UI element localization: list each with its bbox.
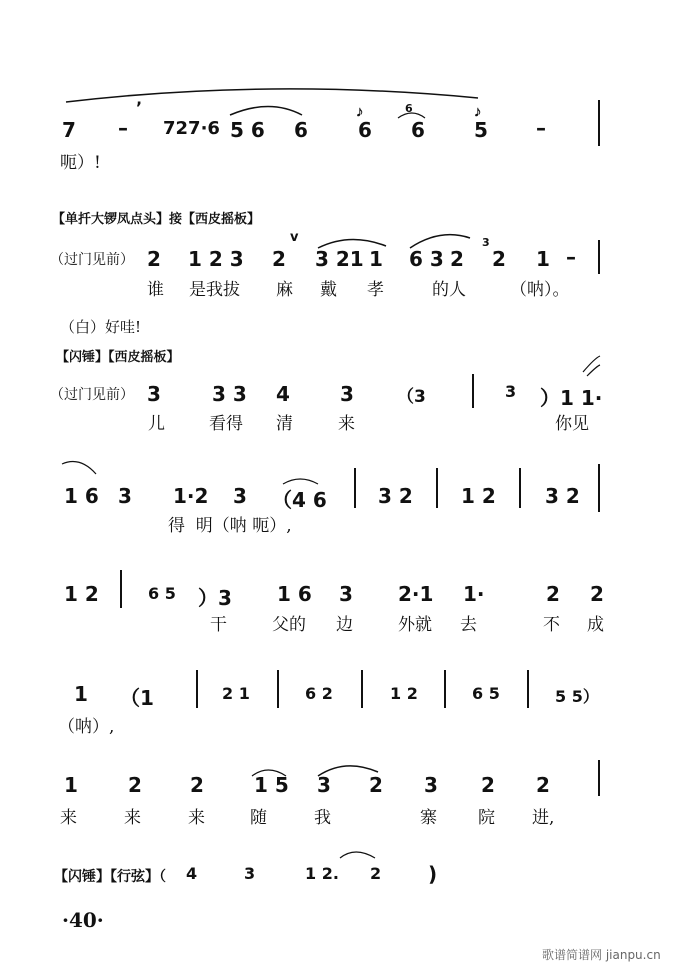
lyric: 院 [478,808,495,828]
lyric: 得 明（呐 呃）, [168,516,292,536]
lyric: 戴 [320,280,337,300]
barline [598,760,600,796]
note-group: 2·1 [398,582,434,606]
lyric: 来 [60,808,77,828]
note: 2 [546,582,560,606]
spoken-line: （白）好哇! [60,318,142,336]
note-group: （4 6 [272,488,327,512]
note-group: 1 2 [461,484,496,508]
grace-note: 3 [482,236,490,249]
lyric: 孝 [367,280,384,300]
barline [120,570,122,608]
note-group: 5 5） [555,687,599,706]
lyric: 进, [532,808,555,828]
note: 3 [505,382,517,401]
lyric: 呃）! [60,153,101,173]
note: 2 [450,247,464,271]
lyric: 父的 [272,615,306,635]
note: 1 [64,773,78,797]
note: ）3 [198,586,232,610]
note-group: 6 3 [409,247,444,271]
note-group: 3 2 [545,484,580,508]
note-group: 6 5 [148,584,176,603]
prefix-label: （过门见前） [50,252,134,268]
note-group: 1 2. [305,864,339,883]
barline [598,240,600,274]
note: （1 [120,686,154,710]
lyric: 随 [250,808,267,828]
note: 2 [147,247,161,271]
note: 1 [369,247,383,271]
accent-mark: v [290,230,299,245]
note: 1 [74,682,88,706]
lyric: 麻 [276,280,293,300]
note: 3 [317,773,331,797]
note-group: 1 6 [277,582,312,606]
lyric: 来 [338,414,355,434]
lyric: 是我拔 [189,280,240,300]
section-header: 【单扦大锣凤点头】接【西皮摇板】 [52,212,261,227]
grace-note: 6 [405,102,413,115]
note-group: 1 2 [390,684,418,703]
ornament-mark: 𝆕 [357,101,363,120]
lyric: 你见 [555,414,589,434]
note-group: 2 1 [222,684,250,703]
lyric: 外就 [398,615,432,635]
prefix-label: （过门见前） [50,387,134,403]
note-group: 3 2 [378,484,413,508]
note: 4 [276,382,290,406]
note: 3 [233,484,247,508]
note: 6 [358,118,372,142]
note-group: 1 6 [64,484,99,508]
note: 2 [128,773,142,797]
breath-mark: ’ [136,98,143,117]
page-number: ·40· [62,908,104,932]
note-group: 6 2 [305,684,333,703]
note: 2 [590,582,604,606]
note: 2 [369,773,383,797]
note: 4 [186,864,198,883]
lyric: 我 [314,808,331,828]
note: 3 [424,773,438,797]
note: 2 [481,773,495,797]
note: 2 [370,864,382,883]
barline [472,374,474,408]
note-group: 1 5 [254,773,289,797]
watermark: 歌谱简谱网 jianpu.cn [542,948,661,962]
bracket: ) [428,862,438,886]
note: 6 [294,118,308,142]
note-group: 3 21 [315,247,364,271]
section-header: 【闪锤】【西皮摇板】 [56,350,180,365]
lyric: （呐）, [58,717,115,737]
barline [444,670,446,708]
note: 3 [339,582,353,606]
note: （3 [397,387,426,407]
lyric: 干 [210,615,227,635]
barline [527,670,529,708]
barline [196,670,198,708]
note-group: 727·6 [163,118,220,139]
barline [354,468,356,508]
lyric: 来 [124,808,141,828]
lyric: 看得 [209,414,243,434]
lyric: 成 [587,615,604,635]
barline [361,670,363,708]
note-group: 6 5 [472,684,500,703]
barline [519,468,521,508]
note: 6 [411,118,425,142]
barline [598,464,600,512]
lyric: 来 [188,808,205,828]
barline [436,468,438,508]
note: 2 [492,247,506,271]
note: 2 [272,247,286,271]
note: 2 [190,773,204,797]
note-group: 1 2 3 [188,247,244,271]
note-group: 1·2 [173,484,209,508]
note: 7 [62,118,76,142]
note: 3 [147,382,161,406]
barline [598,100,600,146]
lyric: 的人 [432,280,466,300]
lyric: 谁 [147,280,164,300]
lyric: 去 [460,615,477,635]
ornament-mark: 𝆕 [475,101,481,120]
note-group: 5 6 [230,118,265,142]
note: 1 [536,247,550,271]
note: 5 [474,118,488,142]
barline [277,670,279,708]
dash: – [118,116,128,140]
note: 3 [118,484,132,508]
note: 2 [536,773,550,797]
note-group: 3 3 [212,382,247,406]
note: 3 [340,382,354,406]
lyric: 儿 [148,414,165,434]
section-header: 【闪锤】【行弦】（ [54,869,166,885]
lyric: 清 [276,414,293,434]
note-group: 1 2 [64,582,99,606]
note: 1· [463,582,485,606]
lyric: （呐）。 [510,280,570,300]
dash: – [566,245,576,269]
lyric: 边 [336,615,353,635]
note-group: ）1 1· [540,386,603,410]
dash: – [536,116,546,140]
lyric: 寨 [420,808,437,828]
lyric: 不 [543,615,560,635]
note: 3 [244,864,256,883]
